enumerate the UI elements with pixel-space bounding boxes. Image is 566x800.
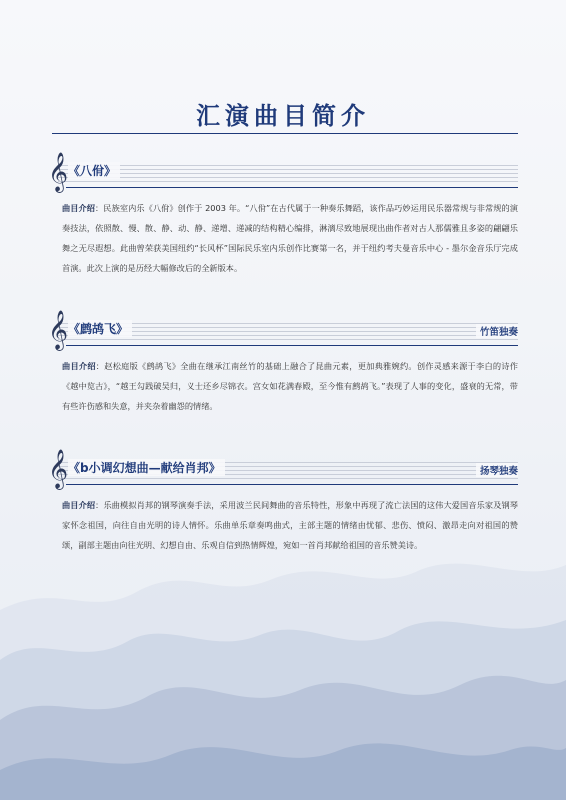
intro-label: 曲目介绍 <box>62 203 96 213</box>
page-title: 汇演曲目简介 <box>196 101 370 130</box>
description-text: ：赵松庭版《鹧鸪飞》全曲在继承江南丝竹的基础上融合了昆曲元素，更加典雅婉约。创作灵感来源于李白的诗作《越中览古》，“越王勾践破吴归，义士还乡尽锦衣。宫女如花满春殿，至今惟有鹧鸪飞。”表现了人事的变化，盛衰的无常，带有些许伤感和失意，并夹杂着幽怨的情绪。 <box>62 361 518 411</box>
music-staff-header <box>48 310 518 350</box>
piece-title: 《b小调幻想曲—献给肖邦》 <box>68 459 225 476</box>
music-staff-header <box>48 152 518 192</box>
intro-label: 曲目介绍 <box>62 500 96 510</box>
piece-title: 《鹧鸪飞》 <box>68 320 132 337</box>
performer-label: 竹笛独奏 <box>476 324 518 338</box>
music-staff-header <box>48 449 518 489</box>
treble-clef-icon: 𝄞 <box>48 152 69 192</box>
intro-label: 曲目介绍 <box>62 361 96 371</box>
treble-clef-icon: 𝄞 <box>48 449 69 489</box>
piece-description <box>48 495 518 555</box>
piece-description <box>48 356 518 416</box>
description-text: ：民族室内乐《八佾》创作于 2003 年。“八佾”在古代属于一种奏乐舞蹈，该作品巧妙运用民乐器常规与非常规的演奏技法，依照散、慢、散、静、动、静、递增、递减的结构精心编排，淋漓尽致地展现出曲作者对古人那儒雅且多姿的翩翩乐舞之无尽遐想。此曲曾荣获美国纽约“长风杯”国际民乐室内乐创作比赛第一名，并于纽约考夫曼音乐中心 - 墨尔金音乐厅完成首演。此次上演的是历经大幅修改后的全新版本。 <box>62 203 518 273</box>
program-item <box>48 152 518 278</box>
title-divider <box>52 133 518 134</box>
treble-clef-icon: 𝄞 <box>48 310 69 350</box>
performer-label: 扬琴独奏 <box>476 463 518 477</box>
description-text: ：乐曲模拟肖邦的钢琴演奏手法，采用波兰民间舞曲的音乐特性，形象中再现了流亡法国的这伟大爱国音乐家及钢琴家怀念祖国，向往自由光明的诗人情怀。乐曲单乐章奏鸣曲式，主部主题的情绪由忧郁、悲伤、愤闷、激昂走向对祖国的赞颂，副部主题由向往光明、幻想自由、乐观自信到热情辉煌，宛如一首肖邦献给祖国的音乐赞美诗。 <box>62 500 518 550</box>
section-divider <box>66 484 518 485</box>
program-item <box>48 310 518 416</box>
staff-lines <box>58 162 518 182</box>
piece-description <box>48 198 518 278</box>
piece-title: 《八佾》 <box>68 162 120 179</box>
section-divider <box>66 345 518 346</box>
program-item <box>48 449 518 555</box>
section-divider <box>66 187 518 188</box>
